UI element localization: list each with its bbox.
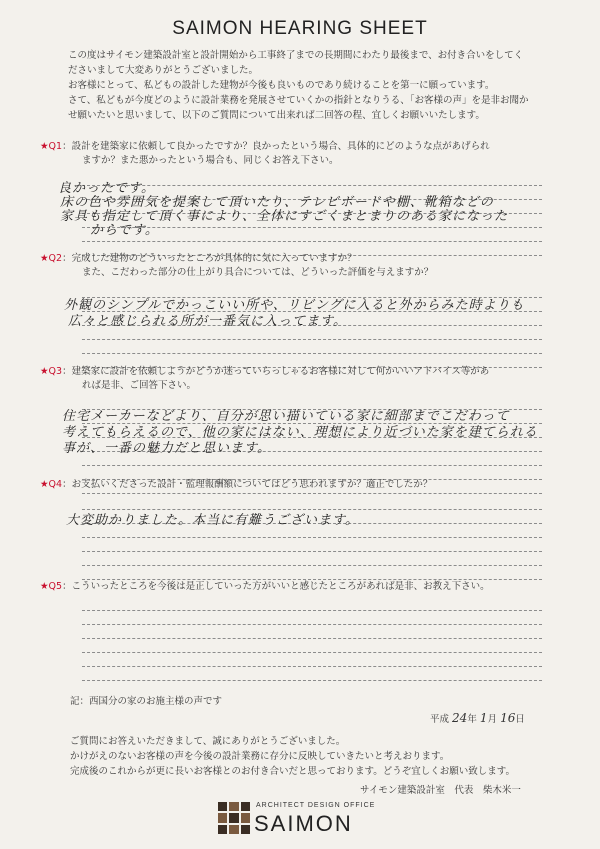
question-1 xyxy=(40,140,490,168)
logo-subtitle: ARCHITECT DESIGN OFFICE xyxy=(256,802,376,809)
question-text: れば是非、ご回答下さい。 xyxy=(82,380,197,391)
signature: サイモン建築設計室 代表 柴木米一 xyxy=(360,785,521,796)
question-number: Q1 xyxy=(48,141,63,152)
star-icon: ★ xyxy=(40,141,49,152)
answer-2-line: 外観のシンプルでかっこいい所や、リビングに入ると外からみた時よりも xyxy=(64,298,525,313)
question-text: ：こういったところを今後は是正していった方がいいと感じたところがあれば是非、お教え下さい。 xyxy=(62,581,490,592)
answer-1-line: 床の色や雰囲気を提案して頂いたり、テレビボードや棚、靴箱などの xyxy=(60,195,494,210)
answer-4-line: 大変助かりました。本当に有難うございます。 xyxy=(66,513,359,528)
intro-line: さて、私どもが今度どのように設計業務を発展させていくかの指針となりうる、「お客様の声」を是非お聞か xyxy=(68,95,529,106)
date-day-unit: 日 xyxy=(515,714,525,725)
question-text: ：設計を建築家に依頼して良かったですか？良かったという場合、具体的にどのような点があげられ xyxy=(62,141,490,152)
question-2 xyxy=(40,252,433,280)
closing-line: ご質問にお答えいただきまして、誠にありがとうございました。 xyxy=(70,736,346,747)
intro-paragraph xyxy=(68,48,568,123)
question-text: また、こだわった部分の仕上がり具合については、どういった評価を与えますか？ xyxy=(82,267,434,278)
answer-lines-5 xyxy=(82,597,542,681)
question-number: Q4 xyxy=(48,479,63,490)
intro-line: せ願いたいと思いまして、以下のご質問について出来れば二回答の程、宜しくお願いいたします。 xyxy=(68,110,485,121)
date-year-unit: 年 xyxy=(467,714,477,725)
closing-paragraph xyxy=(70,734,515,779)
star-icon: ★ xyxy=(40,366,49,377)
date-line xyxy=(430,711,525,725)
logo-name: SAIMON xyxy=(254,811,353,836)
answer-2-line: 広々と感じられる所が一番気に入ってます。 xyxy=(68,314,347,329)
star-icon: ★ xyxy=(40,581,49,592)
answer-1-line: からです。 xyxy=(90,223,159,238)
question-3 xyxy=(40,365,489,393)
question-text: ますか？また悪かったという場合も、同じくお答え下さい。 xyxy=(82,155,339,166)
closing-line: 完成後のこれからが更に長いお客様とのお付き合いだと思っております。どうぞ宜しくお願い致します。 xyxy=(70,766,515,777)
question-4 xyxy=(40,478,432,492)
intro-line: お客様にとって、私どもの設計した建物が今後も良いものであり続けることを第一に願っています。 xyxy=(68,80,495,91)
date-month: 1 xyxy=(479,711,488,725)
logo-grid-icon xyxy=(218,802,250,834)
answer-3-line: 考えてもらえるので、他の家にはない、理想により近づいた家を建てられる xyxy=(62,425,538,440)
question-text: ：お支払いくださった設計・監理報酬額についてはどう思われますか？適正でしたか？ xyxy=(62,479,433,490)
saimon-logo xyxy=(218,800,388,840)
question-number: Q3 xyxy=(48,366,63,377)
question-5 xyxy=(40,580,490,594)
question-number: Q5 xyxy=(48,581,63,592)
star-icon: ★ xyxy=(40,253,49,264)
answer-1-line: 良かったです。 xyxy=(58,181,155,196)
intro-line: ださいまして大変ありがとうございました。 xyxy=(68,65,259,76)
closing-line: かけがえのないお客様の声を今後の設計業務に存分に反映していきたいと考えおります。 xyxy=(70,751,450,762)
date-month-unit: 月 xyxy=(487,714,498,725)
answer-3-line: 住宅メーカーなどより、自分が思い描いている家に細部までこだわって xyxy=(62,409,510,424)
date-year: 24 xyxy=(452,711,468,725)
star-icon: ★ xyxy=(40,479,49,490)
page-title: SAIMON HEARING SHEET xyxy=(172,18,428,39)
note-text: 記：西国分の家のお施主様の声です xyxy=(70,696,223,707)
answer-1-line: 家具も指定して頂く事により、全体にすごくまとまりのある家になった xyxy=(60,209,509,224)
intro-line: この度はサイモン建築設計室と設計開始から工事終了までの長期間にわたり最後まで、お付き合いをしてく xyxy=(68,50,524,61)
question-text: ：完成した建物のどういったところが具体的に気に入っていますか？ xyxy=(62,253,357,264)
date-day: 16 xyxy=(500,711,516,725)
question-text: ：建築家に設計を依頼しようかどうか迷っていらっしゃるお客様に対して何かいいアドバイス等があ xyxy=(62,366,490,377)
question-number: Q2 xyxy=(48,253,63,264)
date-era: 平成 xyxy=(430,714,450,725)
answer-3-line: 事が、一番の魅力だと思います。 xyxy=(62,441,271,456)
